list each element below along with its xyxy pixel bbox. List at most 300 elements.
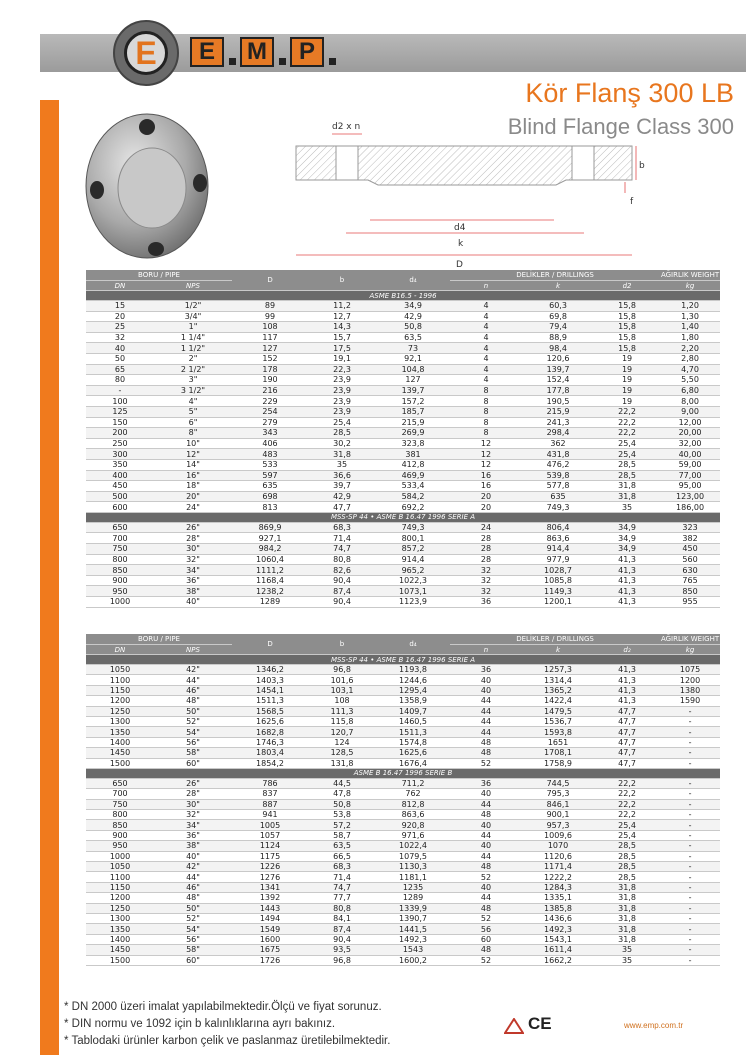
table-cell: 48 xyxy=(450,737,522,747)
table-row xyxy=(86,375,720,386)
table-cell: 190 xyxy=(232,375,308,386)
table-cell: 1380 xyxy=(660,685,720,695)
table-cell: 60 xyxy=(450,934,522,944)
table-row xyxy=(86,706,720,716)
table-cell: 1500 xyxy=(86,758,154,768)
table-cell: 1070 xyxy=(522,841,594,851)
table-cell: 34,9 xyxy=(594,544,660,555)
table-cell: 1124 xyxy=(232,841,308,851)
table-cell: 139,7 xyxy=(376,385,450,396)
table-row xyxy=(86,533,720,544)
table-cell: 635 xyxy=(522,491,594,502)
table-row xyxy=(86,417,720,428)
table-cell: 87,4 xyxy=(308,924,376,934)
table-cell: 837 xyxy=(232,789,308,799)
table-cell: 69,8 xyxy=(522,311,594,322)
table-cell: 1568,5 xyxy=(232,706,308,716)
table-cell: 84,1 xyxy=(308,913,376,923)
table-cell: 41,3 xyxy=(594,597,660,608)
table-cell: 4 xyxy=(450,353,522,364)
table-row xyxy=(86,385,720,396)
table-row xyxy=(86,862,720,872)
table-cell: - xyxy=(660,778,720,788)
table-cell: 1000 xyxy=(86,851,154,861)
table-cell: 30,2 xyxy=(308,438,376,449)
table-cell: 12,00 xyxy=(660,417,720,428)
table-cell: 28" xyxy=(154,789,232,799)
table-cell: 216 xyxy=(232,385,308,396)
table-cell: 6,80 xyxy=(660,385,720,396)
table-row xyxy=(86,934,720,944)
table-cell: 650 xyxy=(86,522,154,533)
table-row xyxy=(86,716,720,726)
table-cell: 28,5 xyxy=(594,851,660,861)
table-cell: 4 xyxy=(450,311,522,322)
table-row xyxy=(86,830,720,840)
table-cell: 24" xyxy=(154,502,232,513)
header-D: D xyxy=(232,270,308,291)
table-row xyxy=(86,491,720,502)
table-cell: 1450 xyxy=(86,748,154,758)
table-cell: 8 xyxy=(450,406,522,417)
table-cell: 1057 xyxy=(232,830,308,840)
table-cell: 4 xyxy=(450,322,522,333)
table-row xyxy=(86,470,720,481)
table-cell: - xyxy=(660,862,720,872)
table-cell: - xyxy=(660,872,720,882)
label-D: D xyxy=(456,260,463,270)
table-row xyxy=(86,544,720,555)
table-cell: 74,7 xyxy=(308,882,376,892)
table-cell: 177,8 xyxy=(522,385,594,396)
table-cell: 3/4" xyxy=(154,311,232,322)
table-cell: 90,4 xyxy=(308,597,376,608)
table-cell: 1746,3 xyxy=(232,737,308,747)
table-cell: 15,7 xyxy=(308,332,376,343)
table-cell: 31,8 xyxy=(308,449,376,460)
table-cell: 186,00 xyxy=(660,502,720,513)
table-cell: 762 xyxy=(376,789,450,799)
table-cell: 1590 xyxy=(660,696,720,706)
table-row xyxy=(86,301,720,312)
table-cell: 20,00 xyxy=(660,428,720,439)
header-n: n xyxy=(450,645,522,655)
header-pipe: BORU / PIPE xyxy=(86,634,232,645)
table-cell: 1 1/2" xyxy=(154,343,232,354)
table-cell: 40 xyxy=(450,685,522,695)
table-cell: 1238,2 xyxy=(232,586,308,597)
table-cell: 8 xyxy=(450,417,522,428)
table-cell: 190,5 xyxy=(522,396,594,407)
table-cell: 1050 xyxy=(86,665,154,675)
table-cell: 1175 xyxy=(232,851,308,861)
table-cell: 1200 xyxy=(86,893,154,903)
table-cell: 215,9 xyxy=(522,406,594,417)
table-cell: 40,00 xyxy=(660,449,720,460)
table-cell: 950 xyxy=(86,841,154,851)
table-cell: 749,3 xyxy=(522,502,594,513)
table-cell: 42" xyxy=(154,862,232,872)
table-cell: 4 xyxy=(450,343,522,354)
table-cell: 483 xyxy=(232,449,308,460)
table-cell: 1536,7 xyxy=(522,716,594,726)
table-cell: 50" xyxy=(154,903,232,913)
website-link[interactable]: www.emp.com.tr xyxy=(624,1021,684,1030)
logo-text-m: M xyxy=(240,37,274,67)
table-cell: 241,3 xyxy=(522,417,594,428)
table-cell: 44 xyxy=(450,696,522,706)
table-cell: 1100 xyxy=(86,675,154,685)
sidebar-accent-bar xyxy=(40,100,59,1055)
table-cell: 806,4 xyxy=(522,522,594,533)
table-cell: - xyxy=(86,385,154,396)
tse-certification-icon xyxy=(504,1018,524,1034)
table-cell: - xyxy=(660,820,720,830)
table-cell: 5" xyxy=(154,406,232,417)
table-cell: 1120,6 xyxy=(522,851,594,861)
table-cell: 1339,9 xyxy=(376,903,450,913)
table-cell: 1454,1 xyxy=(232,685,308,695)
table-cell: 28,5 xyxy=(594,841,660,851)
table-cell: 12,7 xyxy=(308,311,376,322)
table-cell: 950 xyxy=(86,586,154,597)
table-cell: 900 xyxy=(86,575,154,586)
table-cell: 1479,5 xyxy=(522,706,594,716)
header-kg: kg xyxy=(660,281,720,291)
table-cell: 12" xyxy=(154,449,232,460)
table-cell: 1543,1 xyxy=(522,934,594,944)
header-n: n xyxy=(450,281,522,291)
table-cell: 850 xyxy=(86,820,154,830)
footnotes xyxy=(64,999,390,1050)
table-cell: 152 xyxy=(232,353,308,364)
table-cell: 1193,8 xyxy=(376,665,450,675)
table-cell: 1276 xyxy=(232,872,308,882)
table-row xyxy=(86,322,720,333)
table-cell: 362 xyxy=(522,438,594,449)
table-cell: - xyxy=(660,789,720,799)
table-cell: - xyxy=(660,810,720,820)
table-cell: 10" xyxy=(154,438,232,449)
dimension-table-1 xyxy=(86,270,720,608)
table-cell: 2 1/2" xyxy=(154,364,232,375)
table-cell: - xyxy=(660,945,720,955)
table-row xyxy=(86,945,720,955)
table-cell: 597 xyxy=(232,470,308,481)
table-cell: 40 xyxy=(450,675,522,685)
table-cell: 74,7 xyxy=(308,544,376,555)
table-cell: 1390,7 xyxy=(376,913,450,923)
table-cell: 1149,3 xyxy=(522,586,594,597)
table-cell: 1085,8 xyxy=(522,575,594,586)
table-cell: 48 xyxy=(450,862,522,872)
table-cell: 25,4 xyxy=(308,417,376,428)
table-cell: 26" xyxy=(154,778,232,788)
table-cell: 1492,3 xyxy=(376,934,450,944)
table-cell: 539,8 xyxy=(522,470,594,481)
header-d4: d₄ xyxy=(376,634,450,655)
table-cell: 300 xyxy=(86,449,154,460)
logo-dot xyxy=(329,58,336,65)
table-row xyxy=(86,913,720,923)
table-cell: 32 xyxy=(86,332,154,343)
table-cell: 577,8 xyxy=(522,481,594,492)
table-cell: 157,2 xyxy=(376,396,450,407)
table-cell: 941 xyxy=(232,810,308,820)
table-cell: 12 xyxy=(450,449,522,460)
table-cell: 128,5 xyxy=(308,748,376,758)
table-cell: 15,8 xyxy=(594,311,660,322)
table-cell: 984,2 xyxy=(232,544,308,555)
table-row xyxy=(86,459,720,470)
table-cell: 1226 xyxy=(232,862,308,872)
table-cell: 41,3 xyxy=(594,696,660,706)
table-cell: 1022,4 xyxy=(376,841,450,851)
table-cell: 900 xyxy=(86,830,154,840)
table-row xyxy=(86,502,720,513)
table-cell: 11,2 xyxy=(308,301,376,312)
table-cell: 2,80 xyxy=(660,353,720,364)
table-cell: 52" xyxy=(154,913,232,923)
table-cell: 14,3 xyxy=(308,322,376,333)
table-cell: 15,8 xyxy=(594,301,660,312)
table-cell: - xyxy=(660,727,720,737)
table-cell: 30" xyxy=(154,799,232,809)
table-cell: 584,2 xyxy=(376,491,450,502)
table-cell: 34,9 xyxy=(376,301,450,312)
table-cell: 100 xyxy=(86,396,154,407)
table-cell: 25,4 xyxy=(594,449,660,460)
ce-mark: CE xyxy=(528,1014,552,1033)
table-cell: 60" xyxy=(154,955,232,965)
table-cell: 40 xyxy=(450,820,522,830)
table-cell: 1250 xyxy=(86,706,154,716)
table-cell: 26" xyxy=(154,522,232,533)
header-nps: NPS xyxy=(154,281,232,291)
table-cell: 500 xyxy=(86,491,154,502)
table-cell: 1682,8 xyxy=(232,727,308,737)
table-cell: 1075 xyxy=(660,665,720,675)
table-cell: 58" xyxy=(154,945,232,955)
table-cell: 955 xyxy=(660,597,720,608)
table-cell: 42,9 xyxy=(308,491,376,502)
logo-letter: E xyxy=(135,35,157,71)
table-cell: 36 xyxy=(450,665,522,675)
table-cell: 25 xyxy=(86,322,154,333)
table-cell: 54" xyxy=(154,727,232,737)
table-cell: 1005 xyxy=(232,820,308,830)
table-cell: 450 xyxy=(660,544,720,555)
table-cell: 1443 xyxy=(232,903,308,913)
table-cell: 88,9 xyxy=(522,332,594,343)
table-cell: 1073,1 xyxy=(376,586,450,597)
table-row xyxy=(86,449,720,460)
table-cell: 1494 xyxy=(232,913,308,923)
header-D: D xyxy=(232,634,308,655)
table-cell: 68,3 xyxy=(308,862,376,872)
table-cell: 406 xyxy=(232,438,308,449)
table-cell: 47,7 xyxy=(594,716,660,726)
table-cell: 47,7 xyxy=(594,758,660,768)
table-cell: 279 xyxy=(232,417,308,428)
table-section-title: ASME B 16.47 1996 SERIE B xyxy=(86,768,720,778)
table-cell: 8 xyxy=(450,385,522,396)
table-cell: 48 xyxy=(450,945,522,955)
table-row xyxy=(86,789,720,799)
table-cell: 47,7 xyxy=(594,748,660,758)
table-cell: 1300 xyxy=(86,716,154,726)
table-cell: 381 xyxy=(376,449,450,460)
table-cell: 93,5 xyxy=(308,945,376,955)
table-cell: 127 xyxy=(232,343,308,354)
table-cell: 1803,4 xyxy=(232,748,308,758)
table-cell: 1079,5 xyxy=(376,851,450,861)
table-cell: 1358,9 xyxy=(376,696,450,706)
table-cell: 812,8 xyxy=(376,799,450,809)
table-cell: 533,4 xyxy=(376,481,450,492)
table-cell: 66,5 xyxy=(308,851,376,861)
table-cell: 47,8 xyxy=(308,789,376,799)
table-row xyxy=(86,810,720,820)
table-cell: 1365,2 xyxy=(522,685,594,695)
table-cell: - xyxy=(660,882,720,892)
table-cell: - xyxy=(660,913,720,923)
table-cell: 36 xyxy=(450,597,522,608)
table-cell: 700 xyxy=(86,533,154,544)
table-cell: 1460,5 xyxy=(376,716,450,726)
table-cell: 53,8 xyxy=(308,810,376,820)
table-cell: 17,5 xyxy=(308,343,376,354)
table-row xyxy=(86,597,720,608)
table-cell: 1662,2 xyxy=(522,955,594,965)
table-cell: 965,2 xyxy=(376,565,450,576)
table-cell: 1400 xyxy=(86,934,154,944)
table-cell: 1,30 xyxy=(660,311,720,322)
table-cell: 927,1 xyxy=(232,533,308,544)
table-cell: 229 xyxy=(232,396,308,407)
table-row xyxy=(86,353,720,364)
table-cell: 1708,1 xyxy=(522,748,594,758)
table-cell: 1611,4 xyxy=(522,945,594,955)
table-row xyxy=(86,882,720,892)
table-cell: 44 xyxy=(450,851,522,861)
table-cell: 36" xyxy=(154,830,232,840)
table-cell: 32" xyxy=(154,554,232,565)
table-cell: - xyxy=(660,758,720,768)
logo-text-e: E xyxy=(190,37,224,67)
table-cell: 28 xyxy=(450,554,522,565)
table-cell: 96,8 xyxy=(308,665,376,675)
table-cell: 120,7 xyxy=(308,727,376,737)
table-cell: 99 xyxy=(232,311,308,322)
table-cell: 92,1 xyxy=(376,353,450,364)
table-cell: 1/2" xyxy=(154,301,232,312)
table-cell: 971,6 xyxy=(376,830,450,840)
table-cell: 42,9 xyxy=(376,311,450,322)
label-f: f xyxy=(630,197,634,207)
table-cell: 4 xyxy=(450,375,522,386)
table-cell: 1200 xyxy=(86,696,154,706)
footnote: * DIN normu ve 1092 için b kalınlıklarına ayrı bakınız. xyxy=(64,1018,336,1030)
table-cell: 101,6 xyxy=(308,675,376,685)
table-cell: 1341 xyxy=(232,882,308,892)
table-cell: 1222,2 xyxy=(522,872,594,882)
table-cell: 82,6 xyxy=(308,565,376,576)
table-cell: 914,4 xyxy=(522,544,594,555)
table-cell: 786 xyxy=(232,778,308,788)
table-cell: 38" xyxy=(154,841,232,851)
table-cell: 28" xyxy=(154,533,232,544)
table-cell: 44" xyxy=(154,675,232,685)
header-d2: d2 xyxy=(594,281,660,291)
table-cell: 44 xyxy=(450,830,522,840)
table-cell: 1314,4 xyxy=(522,675,594,685)
table-cell: 1600 xyxy=(232,934,308,944)
table-cell: 120,6 xyxy=(522,353,594,364)
table-cell: - xyxy=(660,737,720,747)
header-b: b xyxy=(308,634,376,655)
table-cell: 560 xyxy=(660,554,720,565)
table-cell: 8" xyxy=(154,428,232,439)
table-cell: 35 xyxy=(594,502,660,513)
table-cell: 1726 xyxy=(232,955,308,965)
table-cell: 16" xyxy=(154,470,232,481)
table-row xyxy=(86,872,720,882)
table-cell: 28,5 xyxy=(308,428,376,439)
table-cell: 19 xyxy=(594,375,660,386)
table-cell: - xyxy=(660,799,720,809)
header-dn: DN xyxy=(86,645,154,655)
table-cell: 178 xyxy=(232,364,308,375)
table-cell: 41,3 xyxy=(594,675,660,685)
header-nps: NPS xyxy=(154,645,232,655)
label-d4: d4 xyxy=(454,223,466,233)
table-cell: 1100 xyxy=(86,872,154,882)
table-row xyxy=(86,554,720,565)
table-cell: 79,4 xyxy=(522,322,594,333)
table-cell: 50,8 xyxy=(308,799,376,809)
table-cell: 44" xyxy=(154,872,232,882)
table-cell: 1675 xyxy=(232,945,308,955)
table-cell: 711,2 xyxy=(376,778,450,788)
table-cell: 15,8 xyxy=(594,332,660,343)
table-cell: 48" xyxy=(154,893,232,903)
table-cell: 44 xyxy=(450,716,522,726)
table-cell: 800,1 xyxy=(376,533,450,544)
table-cell: - xyxy=(660,748,720,758)
table-cell: 298,4 xyxy=(522,428,594,439)
table-cell: 1250 xyxy=(86,903,154,913)
table-cell: 28 xyxy=(450,533,522,544)
table-cell: 34,9 xyxy=(594,533,660,544)
table-section-title: MSS-SP 44 • ASME B 16.47 1996 SERIE A xyxy=(86,655,720,665)
header-d4: d₄ xyxy=(376,270,450,291)
table-cell: 382 xyxy=(660,533,720,544)
table-row xyxy=(86,737,720,747)
table-row xyxy=(86,758,720,768)
table-cell: 46" xyxy=(154,685,232,695)
table-cell: 857,2 xyxy=(376,544,450,555)
table-row xyxy=(86,851,720,861)
table-cell: 56" xyxy=(154,934,232,944)
table-cell: 350 xyxy=(86,459,154,470)
header-pipe: BORU / PIPE xyxy=(86,270,232,281)
table-cell: 8,00 xyxy=(660,396,720,407)
table-cell: 795,3 xyxy=(522,789,594,799)
table-cell: 48 xyxy=(450,810,522,820)
table-cell: 800 xyxy=(86,810,154,820)
header-weight: AĞIRLIK WEIGHT xyxy=(660,270,720,279)
